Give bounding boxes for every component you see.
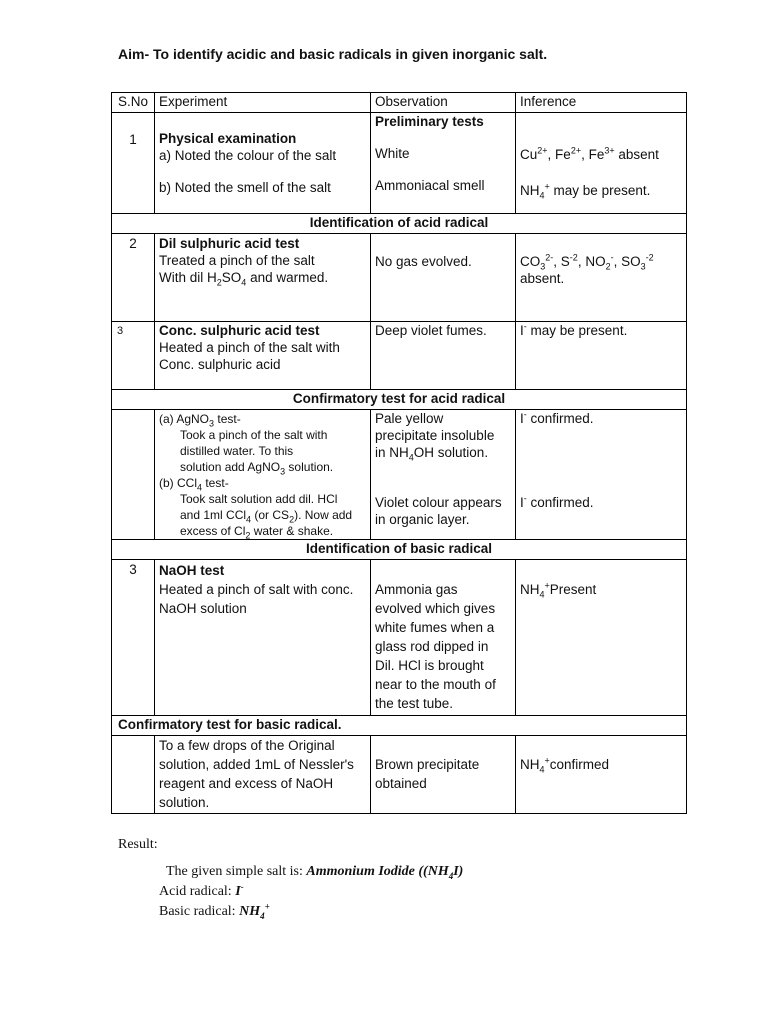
sub: 2	[245, 530, 251, 541]
exp-title: Dil sulphuric acid test	[159, 236, 300, 251]
inf-tail: absent	[618, 147, 659, 162]
text: may be present.	[526, 323, 628, 338]
exp-line: Took a pinch of the salt with	[180, 428, 328, 442]
text: I)	[453, 864, 464, 879]
text: test-	[214, 412, 241, 426]
sub: 3	[280, 466, 286, 477]
text: (a) AgNO	[159, 412, 210, 426]
obs-line: evolved which gives	[375, 601, 496, 616]
exp-line: b) Noted the smell of the salt	[159, 180, 331, 195]
table-row-physical-exam	[112, 113, 687, 214]
table-row-naoh	[112, 560, 687, 716]
obs-line: Dil. HCl is brought	[375, 658, 484, 673]
section-confirm-acid: Confirmatory test for acid radical	[112, 390, 687, 410]
exp-line	[159, 411, 366, 427]
obs-line: Ammoniacal smell	[375, 178, 485, 193]
text: CO	[520, 254, 541, 269]
text: (or CS	[251, 508, 290, 522]
experiment-cell	[155, 736, 371, 814]
exp-line: a) Noted the colour of the salt	[159, 148, 337, 163]
sno-cell	[112, 410, 155, 540]
inference-cell	[516, 560, 687, 716]
result-acid-line	[159, 881, 244, 900]
exp-line: To a few drops of the Original	[159, 738, 335, 753]
exp-title: Physical examination	[159, 131, 297, 146]
exp-line: Heated a pinch of the salt with	[159, 340, 340, 355]
obs-line	[375, 444, 511, 461]
text: Acid radical:	[159, 884, 236, 899]
sup: +	[264, 901, 270, 912]
sub: 4	[448, 870, 454, 881]
sub: 3	[209, 418, 215, 429]
text: , SO	[613, 254, 641, 269]
ion-sub: 4	[539, 190, 545, 201]
observation-cell	[371, 736, 516, 814]
sup: 2-	[545, 252, 554, 263]
exp-line	[159, 475, 366, 491]
observation-cell	[371, 560, 516, 716]
experiment-cell	[155, 113, 371, 214]
result-basic-line	[159, 901, 270, 921]
sub: 2	[289, 514, 295, 525]
experiment-cell	[155, 560, 371, 716]
exp-line: NaOH solution	[159, 601, 247, 616]
header-observation: Observation	[371, 93, 516, 113]
header-inference: Inference	[516, 93, 687, 113]
sub: 4	[408, 452, 414, 463]
result-salt-line	[166, 864, 463, 880]
inf-line	[520, 494, 682, 511]
section-row	[112, 716, 687, 736]
sup: -	[523, 321, 527, 332]
experiment-cell	[155, 234, 371, 322]
sno-cell: 3	[112, 560, 155, 716]
sub: 2	[216, 277, 222, 288]
text: test-	[202, 476, 229, 490]
ion-text: Fe	[588, 147, 605, 162]
ion-text: NH	[520, 183, 540, 198]
sup: -2	[645, 252, 654, 263]
obs-line: Pale yellow	[375, 411, 444, 426]
inf-line: absent.	[520, 271, 565, 286]
exp-line: Heated a pinch of salt with conc.	[159, 582, 354, 597]
table-row-conc-acid	[112, 322, 687, 390]
sup: +	[544, 755, 550, 766]
text: and 1ml CCl	[180, 508, 247, 522]
inference-cell	[516, 410, 687, 540]
section-basic-radical: Identification of basic radical	[112, 540, 687, 560]
table-row-nessler	[112, 736, 687, 814]
exp-line: solution.	[159, 795, 210, 810]
text: OH solution.	[413, 445, 489, 460]
ion-text: Fe	[555, 147, 571, 162]
section-row	[112, 390, 687, 410]
table-row-confirm-acid	[112, 410, 687, 540]
sub: 4	[539, 764, 545, 775]
ion-charge: 2+	[537, 145, 548, 156]
obs-line: the test tube.	[375, 696, 454, 711]
experiment-cell	[155, 410, 371, 540]
section-row	[112, 214, 687, 234]
text: NH	[239, 904, 261, 919]
sub: 3	[540, 261, 546, 272]
sno-cell	[112, 736, 155, 814]
ion-charge: 2+	[570, 145, 582, 156]
sup: -	[610, 252, 614, 263]
observation-cell	[371, 410, 516, 540]
sup: -	[523, 409, 527, 420]
sup: +	[544, 580, 550, 591]
sub: 2	[605, 261, 611, 272]
text: I	[520, 411, 524, 426]
obs-line: Violet colour appears	[375, 495, 502, 510]
text: solution.	[285, 460, 334, 474]
obs-line: near to the mouth of	[375, 677, 496, 692]
preliminary-tests-heading: Preliminary tests	[375, 114, 484, 129]
inf-line	[520, 410, 682, 427]
obs-line: in organic layer.	[375, 512, 470, 527]
obs-line: Brown precipitate	[375, 757, 480, 772]
text: Basic radical:	[159, 904, 240, 919]
exp-line	[159, 523, 366, 539]
exp-title: Conc. sulphuric acid test	[159, 323, 320, 338]
text: Ammonium Iodide ((NH	[306, 864, 449, 879]
salt-name	[306, 864, 463, 879]
observation-cell	[371, 113, 516, 214]
text: confirmed	[549, 757, 610, 772]
exp-line	[159, 269, 366, 286]
text: Present	[549, 582, 597, 597]
sub: 4	[197, 482, 203, 493]
sno-cell: 3	[112, 322, 155, 390]
exp-line: distilled water. To this	[180, 444, 294, 458]
sup: -	[240, 881, 244, 892]
sub: 4	[241, 277, 247, 288]
obs-line: glass rod dipped in	[375, 639, 489, 654]
obs-line: precipitate insoluble	[375, 428, 495, 443]
table-header-row	[112, 93, 687, 113]
text: I	[520, 323, 524, 338]
text: I	[520, 495, 524, 510]
exp-line: Took salt solution add dil. HCl	[180, 492, 338, 506]
inf-line	[520, 182, 682, 199]
ion-text: Cu	[520, 147, 538, 162]
aim-heading: Aim- To identify acidic and basic radicals in given inorganic salt.	[118, 46, 548, 62]
ion-charge: 3+	[604, 145, 615, 156]
text: water & shake.	[250, 524, 334, 538]
text: in NH	[375, 445, 409, 460]
text: solution add AgNO	[180, 460, 281, 474]
section-row	[112, 540, 687, 560]
text: NH	[520, 757, 540, 772]
text: confirmed.	[526, 411, 594, 426]
text: , S	[553, 254, 570, 269]
inference-cell	[516, 736, 687, 814]
header-experiment: Experiment	[155, 93, 371, 113]
inference-cell	[516, 322, 687, 390]
text: excess of Cl	[180, 524, 246, 538]
exp-line: solution, added 1mL of Nessler's	[159, 757, 354, 772]
sup: -2	[569, 252, 578, 263]
observation-cell: Deep violet fumes.	[371, 322, 516, 390]
text: (b) CCl	[159, 476, 197, 490]
table-row-dil-acid	[112, 234, 687, 322]
experiment-table	[111, 92, 687, 814]
obs-line: Ammonia gas	[375, 582, 458, 597]
inf-tail: may be present.	[553, 183, 651, 198]
inf-line: $Cu^{2+}$, $Fe^{2+}$, $Fe^{3+}$ absent	[520, 145, 659, 162]
sno-cell: 1	[112, 113, 155, 214]
exp-line: reagent and excess of NaOH	[159, 776, 334, 791]
text: and warmed.	[246, 270, 329, 285]
text: confirmed.	[526, 495, 594, 510]
exp-line	[159, 507, 366, 523]
exp-line: Treated a pinch of the salt	[159, 253, 315, 268]
exp-line	[159, 459, 366, 475]
sub: 4	[260, 910, 265, 921]
header-sno: S.No	[112, 93, 155, 113]
obs-line: obtained	[375, 776, 427, 791]
inference-cell	[516, 113, 687, 214]
observation-cell: No gas evolved.	[371, 234, 516, 322]
text: SO	[221, 270, 242, 285]
basic-value	[239, 901, 270, 921]
result-label: Result:	[118, 837, 158, 852]
text: , NO	[577, 254, 606, 269]
sno-cell: 2	[112, 234, 155, 322]
inference-cell	[516, 234, 687, 322]
exp-title: NaOH test	[159, 563, 225, 578]
text: With dil H	[159, 270, 217, 285]
sub: 3	[640, 261, 646, 272]
obs-line: White	[375, 146, 410, 161]
acid-value: I	[235, 884, 241, 899]
section-confirm-basic: Confirmatory test for basic radical.	[112, 716, 687, 736]
sub: 4	[246, 514, 252, 525]
ion-charge: +	[544, 181, 550, 192]
exp-line: Conc. sulphuric acid	[159, 357, 281, 372]
text: ). Now add	[294, 508, 353, 522]
text: NH	[520, 582, 540, 597]
inf-line	[520, 253, 682, 270]
section-acid-radical: Identification of acid radical	[112, 214, 687, 234]
sub: 4	[539, 589, 545, 600]
obs-line: white fumes when a	[375, 620, 495, 635]
text: The given simple salt is:	[166, 864, 307, 879]
experiment-cell	[155, 322, 371, 390]
sup: -	[523, 493, 527, 504]
